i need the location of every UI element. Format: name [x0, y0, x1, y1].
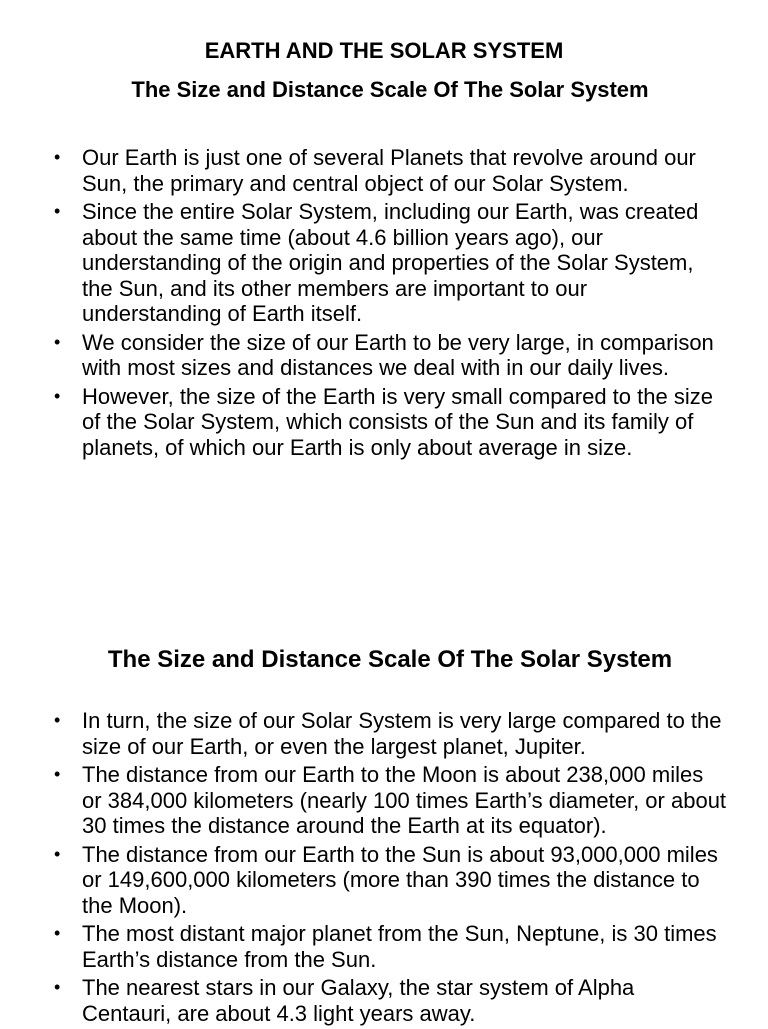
bullet-icon: •: [54, 923, 61, 943]
slide-1-bullet-list: [0, 145, 768, 463]
bullet-text: The distance from our Earth to the Sun is about 93,000,000 miles or 149,600,000 kilometers (more than 390 times the distance to the Moon).: [82, 841, 718, 918]
bullet-item: [0, 199, 768, 327]
bullet-icon: •: [54, 710, 61, 730]
slide-2: [0, 628, 768, 1024]
bullet-icon: •: [54, 764, 61, 784]
bullet-icon: •: [54, 977, 61, 997]
slide-1-title: EARTH AND THE SOLAR SYSTEM: [204, 38, 564, 63]
slide-2-title: The Size and Distance Scale Of The Solar System: [107, 646, 673, 673]
bullet-icon: •: [54, 843, 61, 864]
bullet-text: The nearest stars in our Galaxy, the star system of Alpha Centauri, are about 4.3 light years away.: [82, 975, 635, 1026]
bullet-text: The distance from our Earth to the Moon is about 238,000 miles or 384,000 kilometers (nearly 100 times Earth’s diameter, or about 30 times the distance around the Earth at its equator).: [82, 762, 727, 838]
bullet-icon: •: [54, 331, 61, 352]
slide-2-bullet-list: [0, 708, 768, 1029]
bullet-text: However, the size of the Earth is very small compared to the size of the Solar System, which consists of the Sun and its family of planets, of which our Earth is only about average in size.: [82, 383, 713, 460]
bullet-text: Since the entire Solar System, including our Earth, was created about the same time (about 4.6 billion years ago), our understanding of the origin and properties of the Solar System, the Sun, and its other members are important to our understanding of Earth itself.: [82, 199, 699, 326]
bullet-icon: •: [54, 201, 61, 221]
bullet-item: [0, 384, 768, 461]
bullet-item: [0, 145, 768, 196]
bullet-item: [0, 921, 768, 972]
bullet-item: [0, 975, 768, 1026]
bullet-item: [0, 842, 768, 919]
bullet-text: In turn, the size of our Solar System is very large compared to the size of our Earth, or even the largest planet, Jupiter.: [82, 708, 722, 759]
bullet-icon: •: [54, 147, 61, 167]
bullet-item: [0, 330, 768, 381]
bullet-text: Our Earth is just one of several Planets that revolve around our Sun, the primary and central object of our Solar System.: [82, 145, 696, 196]
bullet-text: The most distant major planet from the Sun, Neptune, is 30 times Earth’s distance from the Sun.: [82, 921, 717, 972]
bullet-icon: •: [54, 385, 61, 406]
bullet-item: [0, 762, 768, 839]
bullet-item: [0, 708, 768, 759]
slide-1-subtitle: The Size and Distance Scale Of The Solar System: [131, 77, 649, 102]
bullet-text: We consider the size of our Earth to be very large, in comparison with most sizes and distances we deal with in our daily lives.: [82, 329, 714, 380]
